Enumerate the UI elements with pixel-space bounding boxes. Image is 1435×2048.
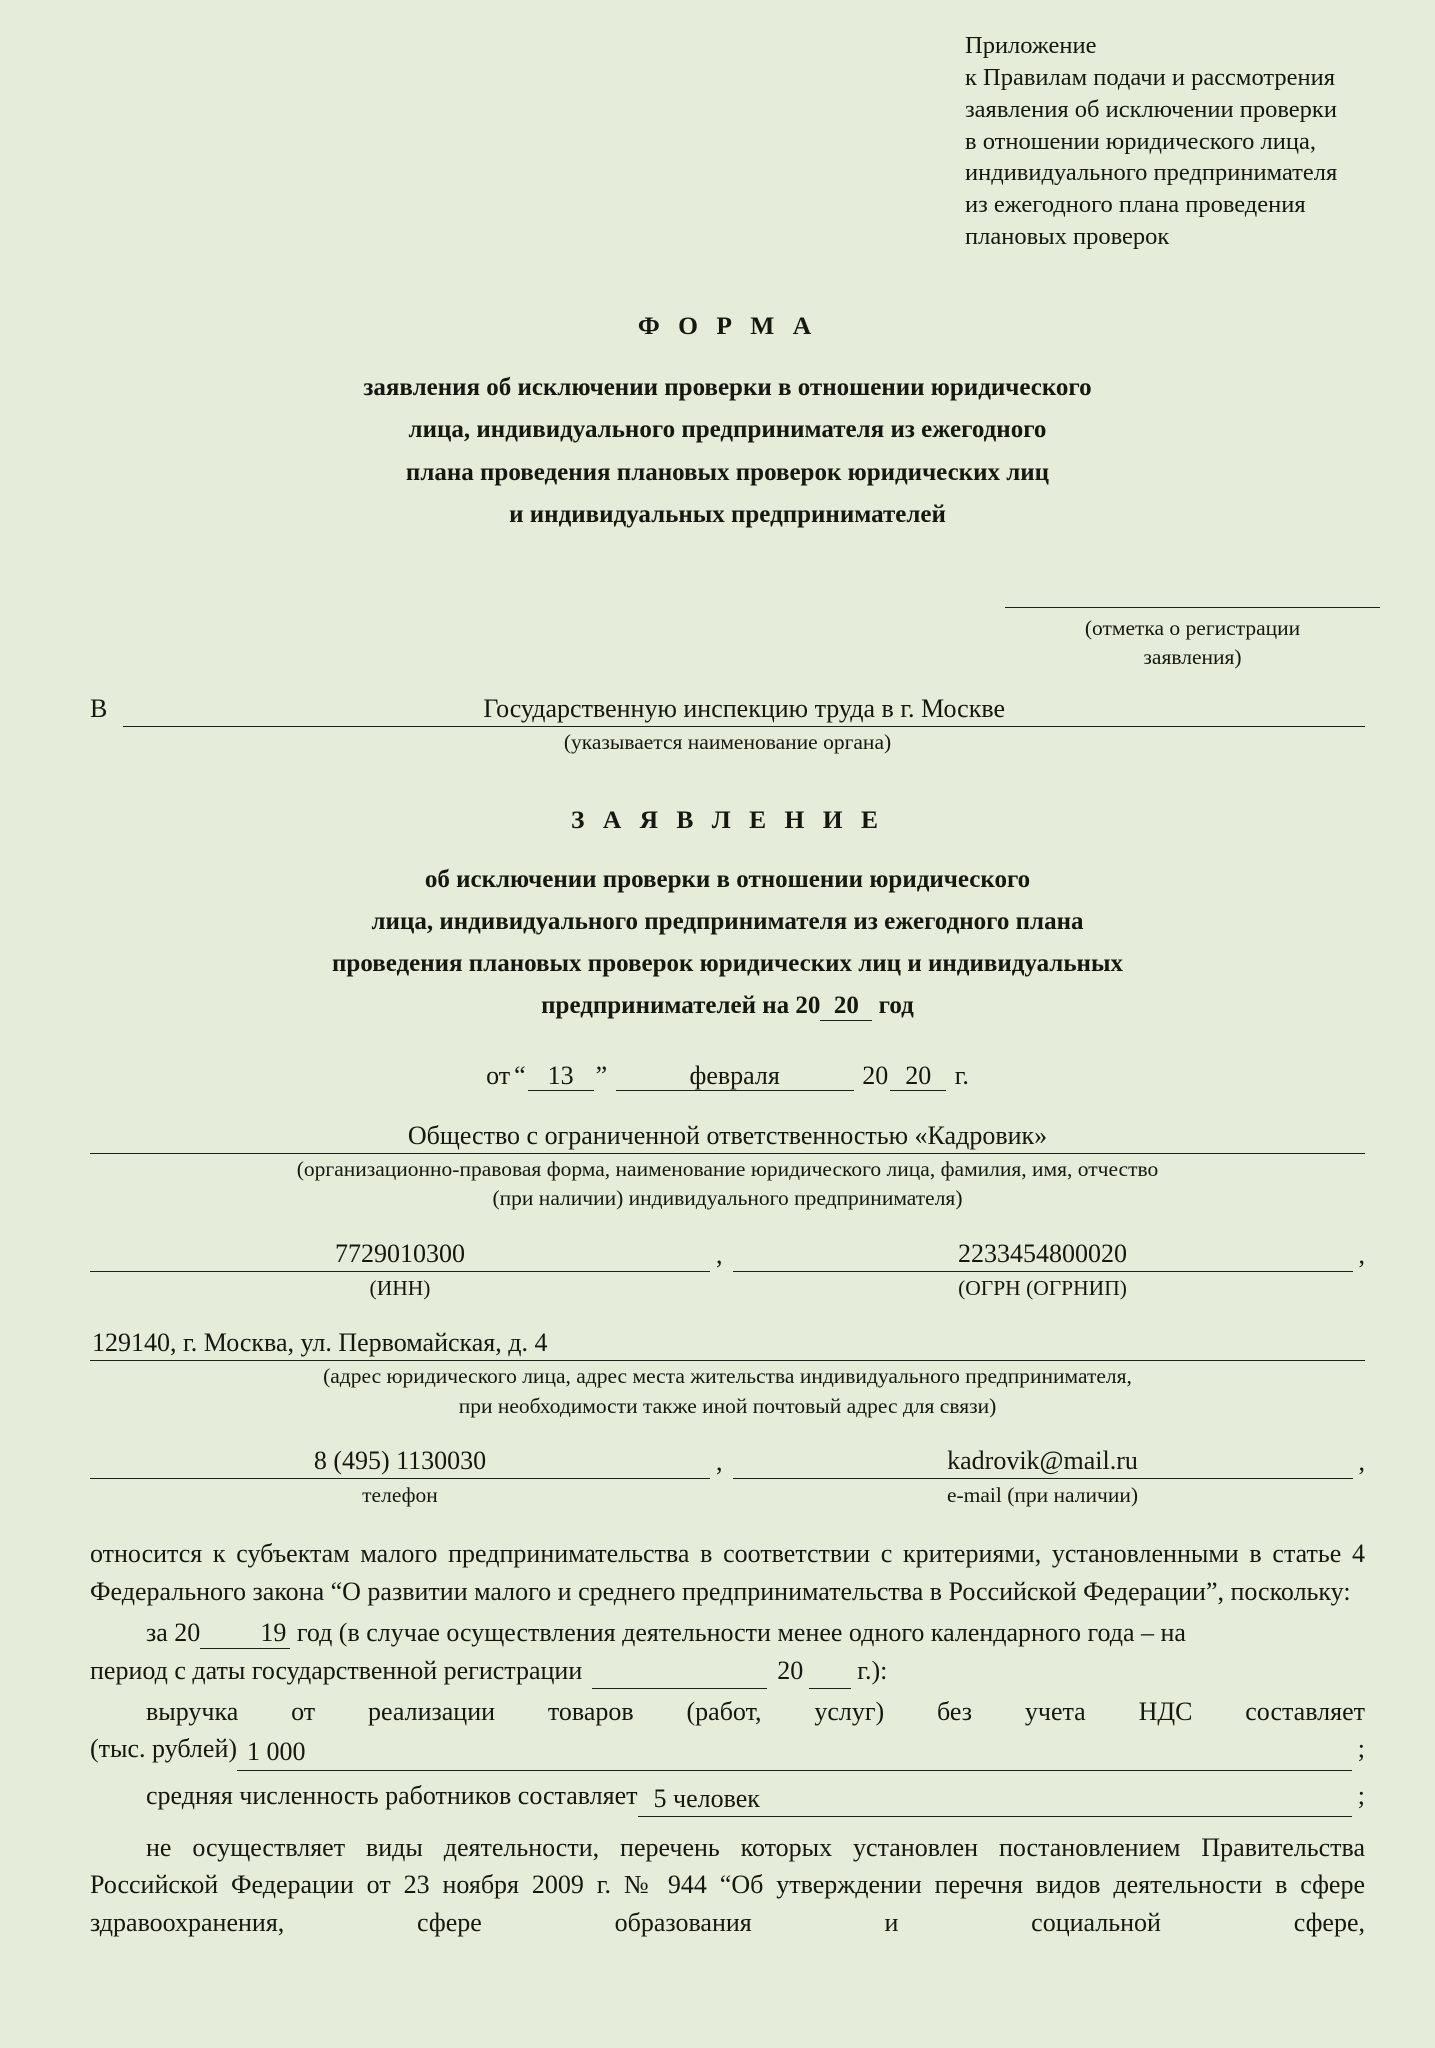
body-year-clause: [90, 1614, 1365, 1651]
statement-subtitle-line-3: проведения плановых проверок юридических лиц и индивидуальных: [332, 949, 1123, 977]
headcount-row: [90, 1777, 1365, 1817]
ogrn-caption: (ОГРН (ОГРНИП): [958, 1275, 1127, 1300]
statement-subtitle-line-1: об исключении проверки в отношении юридического: [424, 865, 1031, 893]
organization-input[interactable]: Общество с ограниченной ответственностью «Кадровик»: [90, 1121, 1365, 1154]
address-caption-line-2: при необходимости также иной почтовый адрес для связи): [458, 1393, 997, 1418]
address-caption-line-1: (адрес юридического лица, адрес места жительства индивидуального предпринимателя,: [323, 1364, 1132, 1389]
annex-line-6: из ежегодного плана проведения: [965, 191, 1306, 219]
statement-subtitle: [90, 859, 1365, 1027]
annex-line-5: индивидуального предпринимателя: [965, 159, 1338, 187]
organization-caption-line-2: (при наличии) индивидуального предпринимателя): [492, 1186, 963, 1211]
contacts-caption-row: [90, 1479, 1365, 1509]
headcount-input[interactable]: 5 человек: [638, 1784, 1352, 1817]
date-day-input[interactable]: 13: [528, 1062, 594, 1091]
date-quote-open: “: [514, 1060, 526, 1090]
identifiers-separator: ,: [716, 1240, 723, 1270]
identifiers-tail-separator: ,: [1358, 1240, 1365, 1270]
date-suffix: г.: [954, 1060, 969, 1090]
revenue-terminator: ;: [1357, 1734, 1365, 1764]
body-revenue-lead: выручка от реализации товаров (работ, услуг) без учета НДС составляет: [146, 1696, 1365, 1726]
address-row: [90, 1328, 1365, 1420]
body-year-clause-suffix: год (в случае осуществления деятельности менее одного календарного года – на: [296, 1618, 1186, 1648]
identifiers-caption-row: [90, 1272, 1365, 1302]
statement-year-input[interactable]: 20: [820, 993, 872, 1021]
registration-mark-input[interactable]: [1005, 607, 1380, 608]
date-month-input[interactable]: февраля: [616, 1062, 854, 1091]
contacts-row: [90, 1446, 1365, 1479]
addressee-prefix: В: [90, 694, 108, 724]
contacts-separator: ,: [716, 1447, 723, 1477]
phone-cell: [90, 1446, 710, 1479]
registration-period-year-prefix: 20: [777, 1655, 804, 1685]
phone-caption: телефон: [362, 1482, 438, 1507]
organization-caption-line-1: (организационно-правовая форма, наименование юридического лица, фамилия, имя, отчество: [296, 1156, 1159, 1181]
date-year-input[interactable]: 20: [890, 1062, 946, 1091]
form-subtitle-line-1: заявления об исключении проверки в отношении юридического: [363, 373, 1092, 401]
form-subtitle-line-4: и индивидуальных предпринимателей: [509, 501, 946, 529]
revenue-input[interactable]: 1 000: [237, 1737, 1352, 1770]
addressee-row: [90, 694, 1365, 727]
registration-period-label: период с даты государственной регистрации: [90, 1655, 583, 1685]
body-year-input[interactable]: 19: [200, 1619, 290, 1648]
body-paragraph-1: относится к субъектам малого предпринимательства в соответствии с критериями, установленными в статье 4 Федерального закона “О развитии малого и среднего предпринимательства в Российской Федерации”, поскольку:: [90, 1539, 1365, 1606]
inn-cell: [90, 1239, 710, 1272]
registration-period-year-input[interactable]: [809, 1660, 851, 1688]
address-input[interactable]: 129140, г. Москва, ул. Первомайская, д. 4: [90, 1328, 1365, 1361]
ogrn-input[interactable]: 2233454800020: [733, 1239, 1353, 1272]
form-subtitle-line-2: лица, индивидуального предпринимателя из ежегодного: [408, 416, 1047, 444]
annex-line-7: плановых проверок: [965, 223, 1170, 251]
statement-subtitle-line-4: [90, 985, 1365, 1027]
annex-note: [965, 0, 1365, 253]
date-prefix: от: [486, 1060, 511, 1090]
body-paragraph-last: не осуществляет виды деятельности, перечень которых установлен постановлением Правительства Российской Федерации от 23 ноября 2009 г. № 944 “Об утверждении перечня видов деятельности в сфере здравоохранения, сфере образования и социальной сфере,: [90, 1832, 1365, 1937]
organization-row: [90, 1121, 1365, 1213]
identifiers-row: [90, 1239, 1365, 1272]
date-quote-close: ”: [595, 1060, 608, 1090]
inn-input[interactable]: 7729010300: [90, 1239, 710, 1272]
form-subtitle: [90, 367, 1365, 537]
date-row: [90, 1061, 1365, 1091]
registration-period-suffix: г.):: [857, 1655, 888, 1685]
email-cell: [733, 1446, 1353, 1479]
body-year-clause-prefix: за 20: [146, 1618, 201, 1648]
addressee-input[interactable]: Государственную инспекцию труда в г. Москве: [123, 694, 1365, 727]
form-title: Ф О Р М А: [637, 310, 818, 340]
revenue-unit-label: (тыс. рублей): [90, 1734, 238, 1764]
annex-line-3: заявления об исключении проверки: [965, 95, 1337, 123]
annex-line-2: к Правилам подачи и рассмотрения: [965, 63, 1335, 91]
registration-mark-caption-line-2: заявления): [1143, 645, 1242, 670]
statement-year-suffix: год: [878, 991, 914, 1019]
addressee-caption: (указывается наименование органа): [563, 730, 892, 755]
ogrn-cell: [733, 1239, 1353, 1272]
statement-title: З А Я В Л Е Н И Е: [571, 804, 884, 834]
headcount-terminator: ;: [1357, 1780, 1365, 1810]
statement-subtitle-line-2: лица, индивидуального предпринимателя из ежегодного плана: [371, 907, 1084, 935]
inn-caption: (ИНН): [369, 1275, 431, 1300]
phone-input[interactable]: 8 (495) 1130030: [90, 1446, 710, 1479]
contacts-tail-separator: ,: [1358, 1447, 1365, 1477]
date-year-prefix: 20: [862, 1060, 889, 1090]
registration-mark-block: [1005, 607, 1380, 672]
email-caption: e-mail (при наличии): [946, 1482, 1139, 1507]
registration-period-date-input[interactable]: [592, 1660, 767, 1688]
registration-mark-caption-line-1: (отметка о регистрации: [1084, 615, 1301, 640]
statement-year-prefix: предпринимателей на 20: [541, 991, 821, 1019]
revenue-row: [90, 1730, 1365, 1770]
headcount-label: средняя численность работников составляет: [146, 1780, 638, 1810]
email-input[interactable]: kadrovik@mail.ru: [733, 1446, 1353, 1479]
annex-line-1: Приложение: [965, 32, 1097, 59]
form-subtitle-line-3: плана проведения плановых проверок юридических лиц: [405, 458, 1050, 486]
annex-line-4: в отношении юридического лица,: [965, 127, 1316, 155]
registration-period-row: [90, 1656, 1365, 1689]
